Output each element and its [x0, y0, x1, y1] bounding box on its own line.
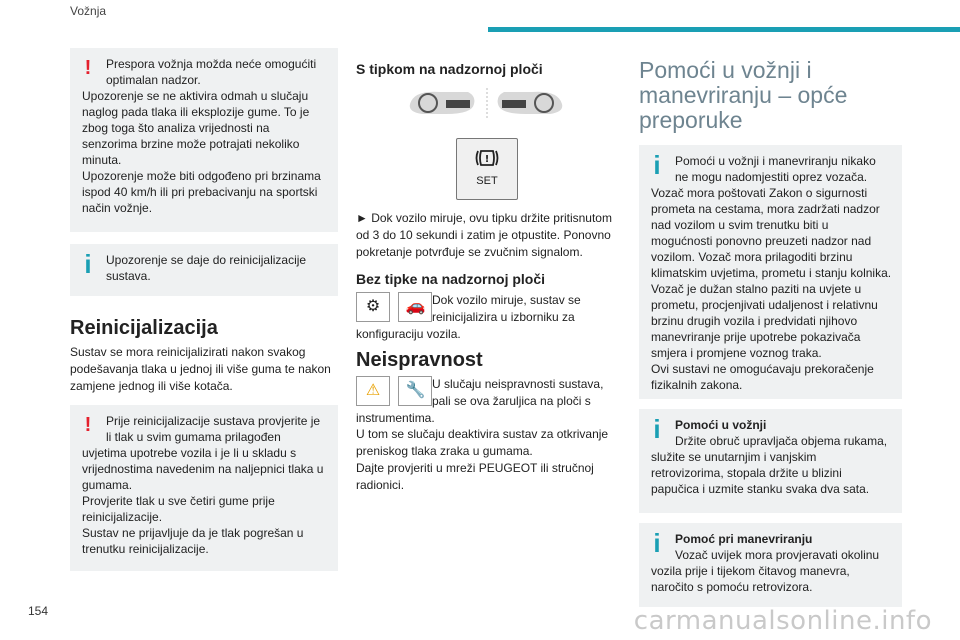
watermark: carmanualsonline.info [633, 606, 932, 636]
heading-with-button: S tipkom na nadzornoj ploči [356, 61, 543, 77]
page-title: Pomoći u vožnji i manevriranju – opće preporuke [639, 57, 848, 133]
set-button-label: SET [476, 175, 498, 187]
heading-without-button: Bez tipke na nadzornoj ploči [356, 271, 546, 287]
info-icon: i [653, 150, 661, 180]
info-box [639, 145, 902, 399]
warning-body-3: Sustav ne prijavljuje da je tlak pogrešan u trenutku reinicijalizacije. [82, 526, 304, 556]
warning-box-2 [70, 405, 338, 571]
fault-icons [356, 376, 432, 406]
section-heading-fault: Neispravnost [356, 349, 483, 371]
info-icon: i [653, 528, 661, 558]
set-button[interactable] [456, 138, 518, 200]
info-box-driving [639, 409, 902, 513]
column-left [70, 48, 338, 571]
info-icon: i [653, 414, 661, 444]
column-right [639, 48, 902, 607]
menu-instruction: Dok vozilo miruje, sustav se reinicijalizira u izborniku za [432, 293, 581, 324]
info-text: Upozorenje se daje do reinicijalizacije sustava. [106, 253, 307, 283]
tyre-warning-icon: ⚠ [356, 376, 390, 406]
steering-wheel-icon [406, 86, 566, 122]
steering-wheel-diagram [406, 86, 566, 122]
section-heading-reinit: Reinicijalizacija [70, 317, 218, 339]
warning-box [70, 48, 338, 232]
info-lead: Pomoći u vožnji i manevriranju nikako ne mogu nadomjestiti oprez vozača. [675, 154, 876, 184]
info-box-manoeuvring [639, 523, 902, 607]
fault-text: U slučaju neispravnosti sustava, pali se ova žaruljica na ploči s [432, 377, 604, 408]
tyre-pressure-icon [473, 147, 501, 169]
warning-body-2: Upozorenje može biti odgođeno pri brzinama ispod 40 km/h ili pri prebacivanju na sportski način vožnje. [82, 169, 321, 215]
warning-lead: Prespora vožnja možda neće omogućiti optimalan nadzor. [106, 57, 317, 87]
settings-icon: ⚙ [356, 292, 390, 322]
warning-icon: ! [84, 414, 92, 436]
fault-text-2: instrumentima. [356, 411, 435, 425]
svg-text:!: ! [484, 154, 490, 165]
button-instruction: ► Dok vozilo miruje, ovu tipku držite pritisnutom od 3 do 10 sekundi i zatim je otpustite. Ponovno pokretanje potvrđuje se zvučnim signalom. [356, 211, 612, 259]
warning-icon: ! [84, 57, 92, 79]
warning-lead: Prije reinicijalizacije sustava provjerite je li tlak u svim gumama prilagođen [106, 414, 321, 444]
info-box [70, 244, 338, 296]
warning-body-2: Provjerite tlak u sve četiri gume prije reinicijalizacije. [82, 494, 275, 524]
menu-icons [356, 292, 432, 322]
warning-body: uvjetima upotrebe vozila i je li u skladu s vrijednostima navedenim na naljepnici tlaka u gumama. [82, 446, 324, 492]
info-body-2: Vozač je dužan stalno paziti na uvjete u prometu, procjenjivati udaljenost i relativnu brzinu drugih vozila i predvidati njihovo manevriranje prije upotrebe pokazivača smjera i promjene voznog traka. [651, 282, 878, 360]
info-icon: i [84, 249, 92, 279]
info-title: Pomoć pri manevriranju [675, 532, 813, 546]
page-number: 154 [28, 604, 49, 618]
header-section-label: Vožnja [70, 4, 107, 18]
menu-instruction-cont: konfiguraciju vozila. [356, 327, 461, 341]
info-body: Držite obruč upravljača objema rukama, služite se unutarnjim i vanjskim retrovizorima, stopala držite u blizini papučica i uzmite stanku svaka dva sata. [651, 434, 888, 496]
fault-text-3: U tom se slučaju deaktivira sustav za otkrivanje preniskog tlaka zraka u gumama. [356, 427, 609, 458]
info-body: Vozač mora poštovati Zakon o sigurnosti prometa na cestama, mora zadržati nadzor nad vozilom u svim trenutku biti u mogućnosti ponovno preuzeti nadzor nad vozilom. Vozač mora prilagoditi brzinu klimatskim uvjetima, prometu i stanju kolnika. [651, 186, 892, 280]
info-title: Pomoći u vožnji [675, 418, 767, 432]
header-accent-bar [488, 27, 960, 32]
reinit-paragraph: Sustav se mora reinicijalizirati nakon svakog podešavanja tlaka u jednoj ili više guma te nakon zamjene jednog ili više kotača. [70, 345, 331, 393]
wrench-icon: 🔧 [398, 376, 432, 406]
info-body-3: Ovi sustavi ne omogućavaju prekoračenje fizikalnih zakona. [651, 362, 874, 392]
fault-text-4: Dajte provjeriti u mreži PEUGEOT ili stručnoj radionici. [356, 461, 594, 492]
info-body: Vozač uvijek mora provjeravati okolinu vozila prije i tijekom čitavog manevra, naročito s pomoću retrovizora. [651, 548, 880, 594]
column-middle [356, 48, 618, 492]
car-icon: 🚗 [398, 292, 432, 322]
warning-body: Upozorenje se ne aktivira odmah u slučaju naglog pada tlaka ili eksplozije gume. To je zbog toga što analiza vrijednosti na senzorima brzine može potrajati nekoliko minuta. [82, 89, 310, 167]
